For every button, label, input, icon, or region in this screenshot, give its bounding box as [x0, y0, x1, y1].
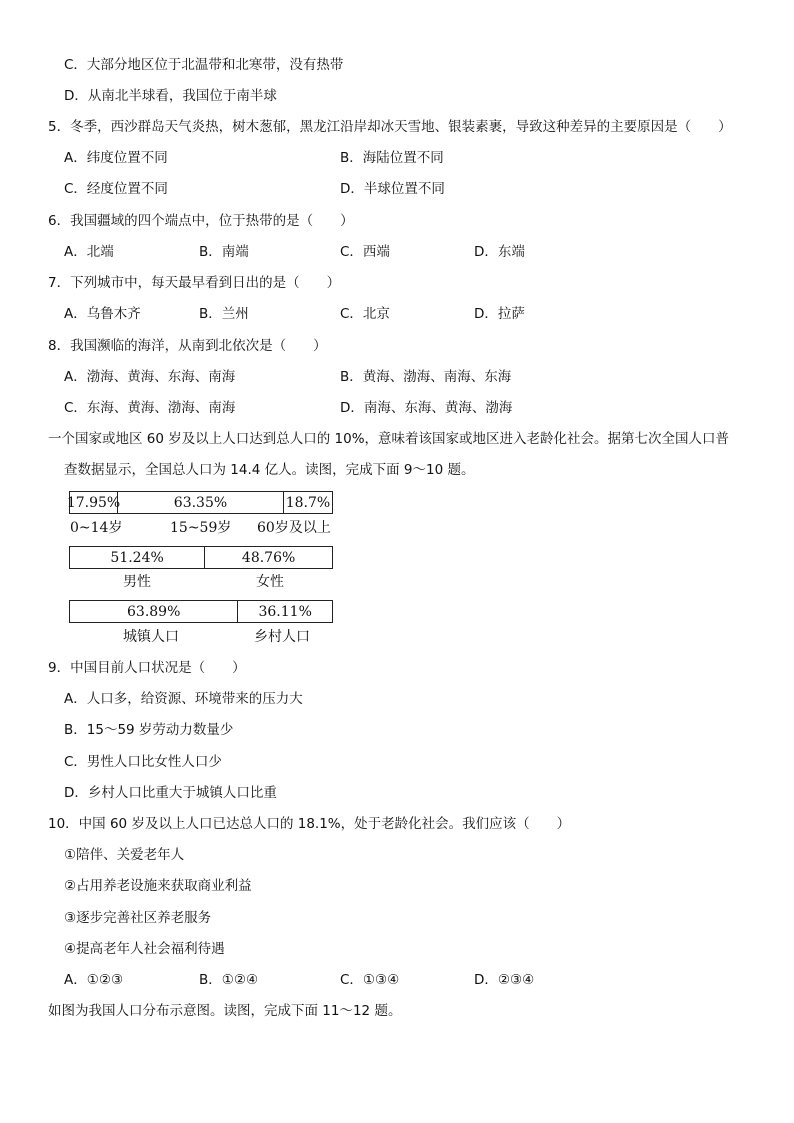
- question-8-option-d: D．南海、东海、黄海、渤海: [340, 400, 513, 416]
- question-10-statement-1: ①陪伴、关爱老年人: [64, 847, 185, 863]
- gender-label-male: 男性: [123, 574, 151, 590]
- question-10-option-c: C．①③④: [340, 972, 400, 988]
- question-8-option-c: C．东海、黄海、渤海、南海: [64, 400, 236, 416]
- bar-1-segment-1: 48.76%: [204, 547, 332, 568]
- passage-intro-line-1: 一个国家或地区 60 岁及以上人口达到总人口的 10%，意味着该国家或地区进入老龄化社会。据第七次全国人口普: [48, 431, 730, 447]
- question-4-option-d: D．从南北半球看，我国位于南半球: [64, 88, 277, 104]
- age-label-0-14: 0~14岁: [70, 520, 123, 536]
- question-9-option-b: B．15～59 岁劳动力数量少: [64, 722, 234, 738]
- question-7-option-d: D．拉萨: [474, 306, 525, 322]
- question-7-option-c: C．北京: [340, 306, 390, 322]
- question-10-option-b: B．①②④: [199, 972, 259, 988]
- question-6-option-b: B．南端: [199, 244, 249, 260]
- passage-intro-line-3: 如图为我国人口分布示意图。读图，完成下面 11～12 题。: [48, 1003, 402, 1019]
- bar-0-segment-0: 17.95%: [66, 494, 121, 511]
- question-4-option-c: C．大部分地区位于北温带和北寒带，没有热带: [64, 57, 344, 73]
- question-6-option-a: A．北端: [64, 244, 114, 260]
- question-7-option-b: B．兰州: [199, 306, 249, 322]
- bar-0-segment-2: 18.7%: [283, 492, 332, 513]
- question-7-option-a: A．乌鲁木齐: [64, 306, 141, 322]
- question-10-option-a: A．①②③: [64, 972, 124, 988]
- bar-1-segment-0: 51.24%: [110, 549, 164, 566]
- question-9-option-d: D．乡村人口比重大于城镇人口比重: [64, 785, 277, 801]
- question-10-statement-2: ②占用养老设施来获取商业利益: [64, 878, 252, 894]
- question-6-stem: 6．我国疆域的四个端点中，位于热带的是（ ）: [48, 213, 354, 229]
- question-10-statement-3: ③逐步完善社区养老服务: [64, 910, 212, 926]
- question-6-option-c: C．西端: [340, 244, 390, 260]
- question-10-statement-4: ④提高老年人社会福利待遇: [64, 941, 225, 957]
- question-6-option-d: D．东端: [474, 244, 525, 260]
- gender-label-female: 女性: [256, 574, 284, 590]
- question-10-option-d: D．②③④: [474, 972, 535, 988]
- bar-2-segment-0: 63.89%: [127, 603, 181, 620]
- question-10-stem: 10．中国 60 岁及以上人口已达总人口的 18.1%，处于老龄化社会。我们应该（ ）: [48, 816, 571, 832]
- question-8-option-a: A．渤海、黄海、东海、南海: [64, 369, 236, 385]
- age-structure-bar: [66, 491, 333, 514]
- gender-structure-bar: [69, 546, 333, 569]
- rural-label: 乡村人口: [254, 629, 310, 645]
- question-5-option-c: C．经度位置不同: [64, 181, 168, 197]
- age-label-15-59: 15~59岁: [170, 520, 232, 536]
- question-9-stem: 9．中国目前人口状况是（ ）: [48, 660, 246, 676]
- question-5-option-b: B．海陆位置不同: [340, 150, 444, 166]
- question-9-option-a: A．人口多，给资源、环境带来的压力大: [64, 691, 303, 707]
- question-5-stem: 5．冬季，西沙群岛天气炎热，树木葱郁，黑龙江沿岸却冰天雪地、银装素裹，导致这种差异的主要原因是（ ）: [48, 119, 732, 135]
- passage-intro-line-2: 查数据显示，全国总人口为 14.4 亿人。读图，完成下面 9～10 题。: [64, 462, 475, 478]
- bar-2-segment-1: 36.11%: [237, 601, 332, 622]
- question-5-option-a: A．纬度位置不同: [64, 150, 168, 166]
- question-7-stem: 7．下列城市中，每天最早看到日出的是（ ）: [48, 275, 341, 291]
- question-8-stem: 8．我国濒临的海洋，从南到北依次是（ ）: [48, 338, 327, 354]
- bar-0-segment-1: 63.35%: [117, 492, 283, 513]
- urban-label: 城镇人口: [123, 629, 179, 645]
- question-9-option-c: C．男性人口比女性人口少: [64, 754, 222, 770]
- question-8-option-b: B．黄海、渤海、南海、东海: [340, 369, 512, 385]
- question-5-option-d: D．半球位置不同: [340, 181, 445, 197]
- urban-rural-bar: [69, 600, 333, 623]
- age-label-60-plus: 60岁及以上: [257, 520, 331, 536]
